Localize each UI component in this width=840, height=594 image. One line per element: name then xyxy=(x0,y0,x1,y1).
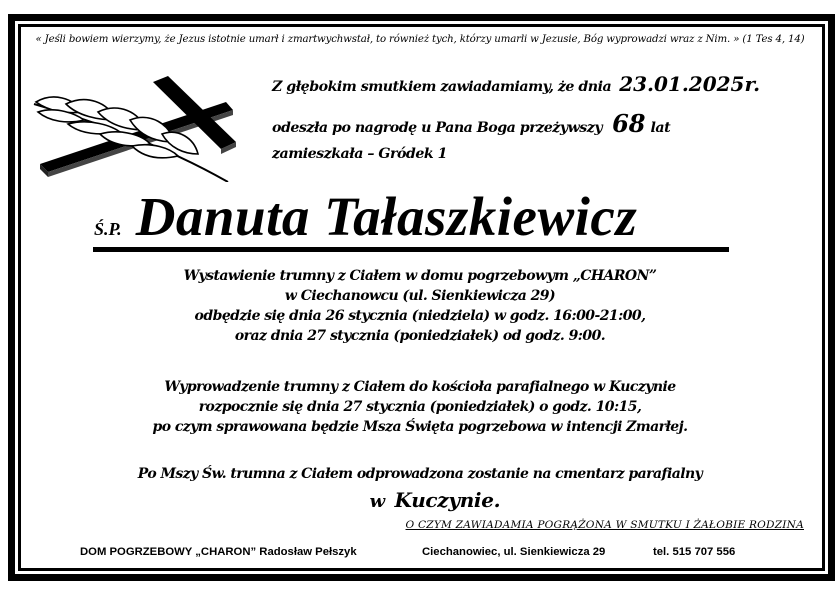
announcement-line-residence xyxy=(272,146,812,183)
bible-verse: « Jeśli bowiem wierzymy, że Jezus istotnie umarł i zmartwychwstał, to również tych, którzy umarli w Jezusie, Bóg wyprowadzi wraz z Nim. » (1 Tes 4, 14) xyxy=(35,34,805,45)
funeral-home-footer xyxy=(80,546,780,562)
announcement-line-age xyxy=(272,109,812,146)
family-note: O CZYM ZAWIADAMIA POGRĄŻONA W SMUTKU I ŻAŁOBIE RODZINA xyxy=(405,519,804,531)
burial-details xyxy=(20,464,820,518)
residence: zamieszkała – Gródek 1 xyxy=(272,146,448,162)
viewing-line: Wystawienie trumny z Ciałem w domu pogrzebowym „CHARON” xyxy=(183,268,657,284)
viewing-line: oraz dnia 27 stycznia (poniedziałek) od godz. 9:00. xyxy=(234,328,606,344)
burial-place-name: Kuczynie. xyxy=(394,488,501,512)
viewing-line: w Ciechanowcu (ul. Sienkiewicza 29) xyxy=(284,288,556,304)
announcement-text: odeszła po nagrodę u Pana Boga przeżywszy xyxy=(272,120,603,136)
procession-details xyxy=(20,377,820,437)
funeral-home-name: DOM POGRZEBOWY „CHARON” Radosław Pełszyk xyxy=(80,546,357,558)
burial-line: Po Mszy Św. trumna z Ciałem odprowadzona zostanie na cmentarz parafialny xyxy=(137,466,703,482)
procession-line: po czym sprawowana będzie Msza Święta pogrzebowa w intencji Zmarłej. xyxy=(152,419,688,435)
announcement xyxy=(272,72,812,183)
name-underline-divider xyxy=(93,247,729,252)
announcement-text: Z głębokim smutkiem zawiadamiamy, że dnia xyxy=(272,79,612,95)
age: 68 xyxy=(612,109,646,138)
deceased-name-block xyxy=(94,188,730,250)
cross-with-palm-branch-icon xyxy=(28,72,268,182)
date-of-death: 23.01.2025r. xyxy=(619,72,761,96)
deceased-name: Danuta Tałaszkiewicz xyxy=(135,186,638,247)
burial-place-prefix: w xyxy=(369,491,385,512)
funeral-home-phone: tel. 515 707 556 xyxy=(653,546,736,558)
name-prefix: Ś.P. xyxy=(94,219,122,239)
age-unit: lat xyxy=(650,120,671,136)
procession-line: rozpocznie się dnia 27 stycznia (poniedziałek) o godz. 10:15, xyxy=(198,399,642,415)
viewing-line: odbędzie się dnia 26 stycznia (niedziela) w godz. 16:00-21:00, xyxy=(194,308,646,324)
burial-place xyxy=(50,484,820,518)
announcement-line-date xyxy=(272,72,812,109)
procession-line: Wyprowadzenie trumny z Ciałem do kościoła parafialnego w Kuczynie xyxy=(164,379,676,395)
viewing-details xyxy=(20,266,820,346)
funeral-home-address: Ciechanowiec, ul. Sienkiewicza 29 xyxy=(422,546,606,558)
